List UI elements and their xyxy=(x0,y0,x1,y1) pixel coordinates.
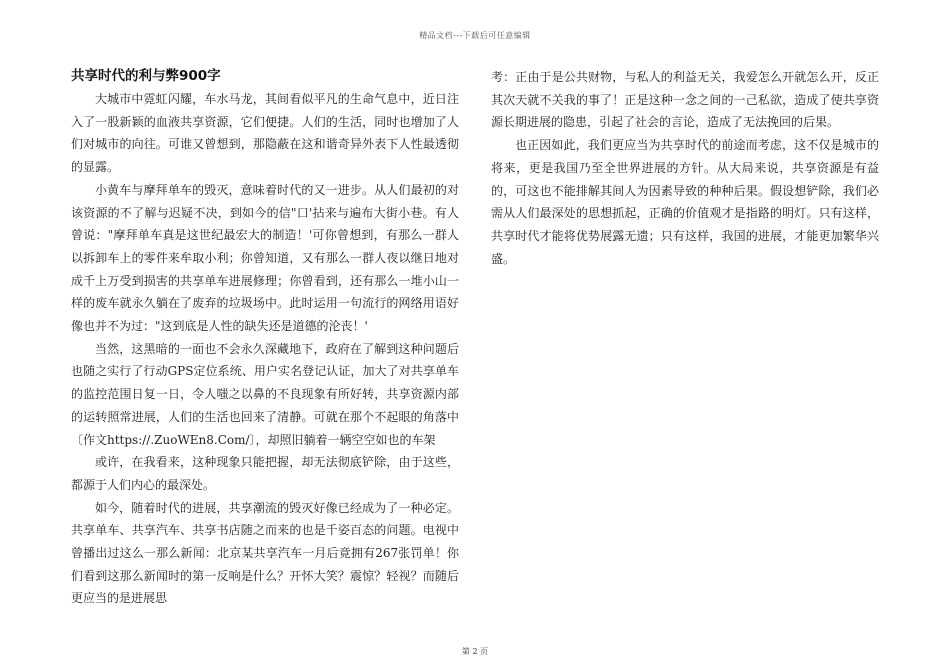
page-header: 精品文档---下载后可任意编辑 xyxy=(419,31,531,40)
paragraph: 大城市中霓虹闪耀，车水马龙，其间看似平凡的生命气息中，近日注入了一股新颖的血液共享资源，它们便捷。人们的生活，同时也增加了人们对城市的向往。可谁又曾想到，那隐蔽在这和谐奇异外表下人性最透彻的显露。 xyxy=(71,92,459,175)
left-column xyxy=(71,66,459,610)
paragraph: 小黄车与摩拜单车的毁灭，意味着时代的又一进步。从人们最初的对该资源的不了解与迟疑不决，到如今的信"口'拈来与遍布大街小巷。有人曾说："摩拜单车真是这世纪最宏大的制造！'可你曾想到，有那么一群人以拆卸车上的零件来牟取小利；你曾知道，又有那么一群人夜以继日地对成千上万受到损害的共享单车进展修理；你曾看到，还有那么一堆小山一样的废车就永久躺在了废弃的垃圾场中。此时运用一句流行的网络用语好像也并不为过："这到底是人性的缺失还是道德的沦丧！' xyxy=(71,182,459,334)
page-number: 第 2 页 xyxy=(461,647,489,656)
paragraph: 当然，这黑暗的一面也不会永久深藏地下，政府在了解到这种问题后也随之实行了行动GPS定位系统、用户实名登记认证，加大了对共享单车的监控范围日复一日，令人嗤之以鼻的不良现象有所好转，共享资源内部的运转照常进展，人们的生活也回来了清静。可就在那个不起眼的角落中〔作文https://.ZuoWEn8.Com/〕，却照旧躺着一辆空空如也的车架 xyxy=(71,341,459,447)
right-column xyxy=(491,66,879,270)
article-title: 共享时代的利与弊900字 xyxy=(71,68,221,84)
paragraph: 或许，在我看来，这种现象只能把握，却无法彻底铲除，由于这些，都源于人们内心的最深处。 xyxy=(71,455,459,492)
paragraph-continued: 考：正由于是公共财物，与私人的利益无关，我爱怎么开就怎么开，反正其次天就不关我的事了！正是这种一念之间的一己私欲，造成了使共享资源长期进展的隐患，引起了社会的言论，造成了无法挽回的后果。 xyxy=(491,70,879,130)
paragraph: 也正因如此，我们更应当为共享时代的前途而考虑，这不仅是城市的将来，更是我国乃至全世界进展的方针。从大局来说，共享资源是有益的，可这也不能排解其间人为因素导致的种种后果。假设想铲除，我们必需从人们最深处的思想抓起，正确的价值观才是指路的明灯。只有这样，共享时代才能将优势展露无遗；只有这样，我国的进展，才能更加繁华兴盛。 xyxy=(491,138,879,266)
paragraph: 如今，随着时代的进展，共享潮流的毁灭好像已经成为了一种必定。共享单车、共享汽车、共享书店随之而来的也是千姿百态的问题。电视中曾播出过这么一那么新闻：北京某共享汽车一月后竟拥有267张罚单！你们看到这那么新闻时的第一反响是什么？开怀大笑？震惊？轻视？而随后更应当的是进展思 xyxy=(71,500,459,606)
